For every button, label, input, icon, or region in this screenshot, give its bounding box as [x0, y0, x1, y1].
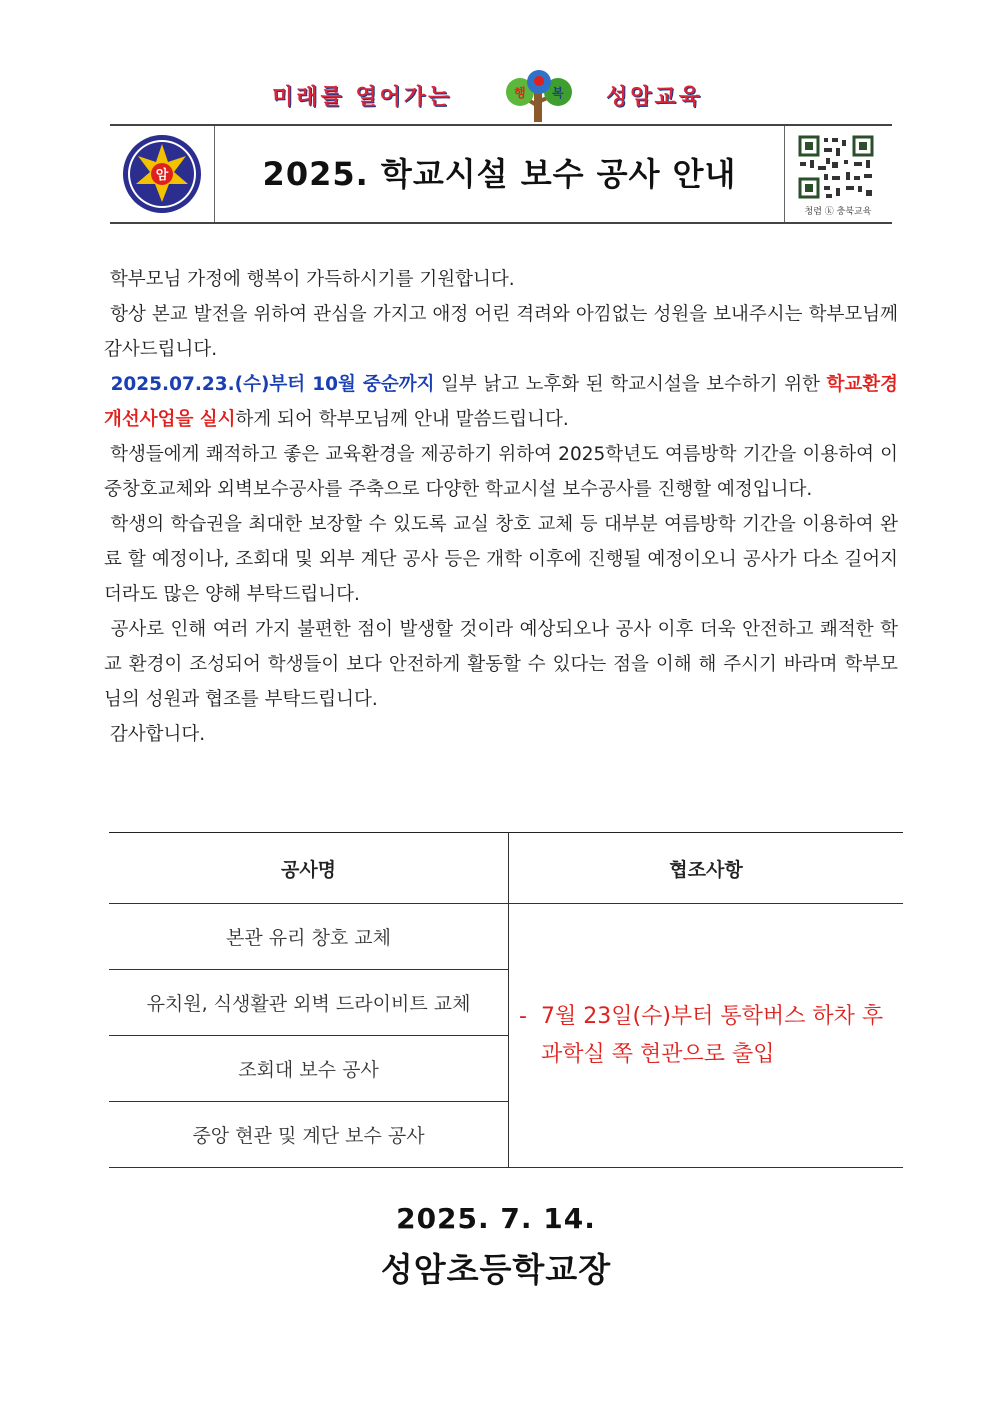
paragraph-6-text: 공사로 인해 여러 가지 불편한 점이 발생할 것이라 예상되오나 공사 이후 더욱 안전하고 쾌적한 학교 환경이 조성되어 학생들이 보다 안전하게 활동할 수 있다는 점을 이해 해 주시기 바라며 학부모님의 성원과 협조를 부탁드립니다.	[104, 619, 898, 710]
schedule-detail-paragraph	[104, 507, 898, 612]
happiness-tree-icon	[478, 70, 598, 122]
paragraph-5-text: 학생의 학습권을 최대한 보장할 수 있도록 교실 창호 교체 등 대부분 여름방학 기간을 이용하여 완료 할 예정이나, 조회대 및 외부 계단 공사 등은 개학 이후에 진행될 예정이오니 공사가 다소 길어지더라도 많은 양해 부탁드립니다.	[104, 514, 898, 605]
work-item: 중앙 현관 및 계단 보수 공사	[109, 1102, 509, 1168]
header-cooperation: 협조사항	[509, 833, 904, 904]
emblem-text: 암	[155, 168, 169, 183]
paragraph-3-text: 일부 낡고 노후화 된 학교시설을 보수하기 위한	[434, 374, 827, 395]
paragraph-7-text: 감사합니다.	[109, 724, 206, 745]
header-divider-right	[784, 126, 785, 222]
qr-code-icon	[796, 134, 876, 200]
leaf-text-2: 복	[552, 86, 564, 100]
construction-table	[109, 832, 903, 1168]
paragraph-4-text: 학생들에게 쾌적하고 좋은 교육환경을 제공하기 위하여 2025학년도 여름방학 기간을 이용하여 이중창호교체와 외벽보수공사를 주축으로 다양한 학교시설 보수공사를 진행할 예정입니다.	[104, 444, 898, 500]
cooperation-cell	[509, 904, 904, 1168]
paragraph-2-text: 항상 본교 발전을 위하여 관심을 가지고 애정 어린 격려와 아낌없는 성원을 보내주시는 학부모님께 감사드립니다.	[104, 304, 898, 360]
header-work-name: 공사명	[109, 833, 509, 904]
greeting-paragraph	[104, 262, 898, 297]
project-name-highlight: 학교환경개선사업을 실시	[104, 374, 898, 430]
schedule-paragraph	[104, 367, 898, 437]
table-row	[109, 904, 903, 970]
work-item: 조회대 보수 공사	[109, 1036, 509, 1102]
qr-caption: 청렴 ⓚ 충북교육	[804, 207, 872, 217]
plan-paragraph	[104, 437, 898, 507]
work-item: 본관 유리 창호 교체	[109, 904, 509, 970]
coop-dash: -	[519, 1003, 527, 1029]
principal-signature: 성암초등학교장	[380, 1250, 612, 1289]
leaf-text-1: 행	[514, 86, 526, 100]
paragraph-3-end-text: 하게 되어 학부모님께 안내 말씀드립니다.	[235, 409, 569, 430]
coop-line-1: 7월 23일(수)부터 통학버스 하차 후	[541, 1003, 884, 1029]
slogan-left-text: 미래를 열어가는	[272, 85, 453, 110]
school-emblem-icon	[122, 134, 202, 214]
letter-body	[104, 262, 898, 752]
issue-date: 2025. 7. 14.	[396, 1202, 596, 1235]
slogan-right-text: 성암교육	[606, 85, 704, 110]
closing-paragraph	[104, 717, 898, 752]
coop-line-2: 과학실 쪽 현관으로 출입	[541, 1041, 775, 1067]
work-item: 유치원, 식생활관 외벽 드라이비트 교체	[109, 970, 509, 1036]
page-title: 2025. 학교시설 보수 공사 안내	[262, 155, 737, 193]
request-paragraph	[104, 612, 898, 717]
title-header	[110, 124, 892, 224]
thanks-paragraph	[104, 297, 898, 367]
paragraph-1-text: 학부모님 가정에 행복이 가득하시기를 기원합니다.	[109, 269, 515, 290]
slogan-banner	[0, 70, 992, 122]
table-header-row	[109, 833, 903, 904]
schedule-period: 2025.07.23.(수)부터 10월 중순까지	[110, 374, 435, 395]
